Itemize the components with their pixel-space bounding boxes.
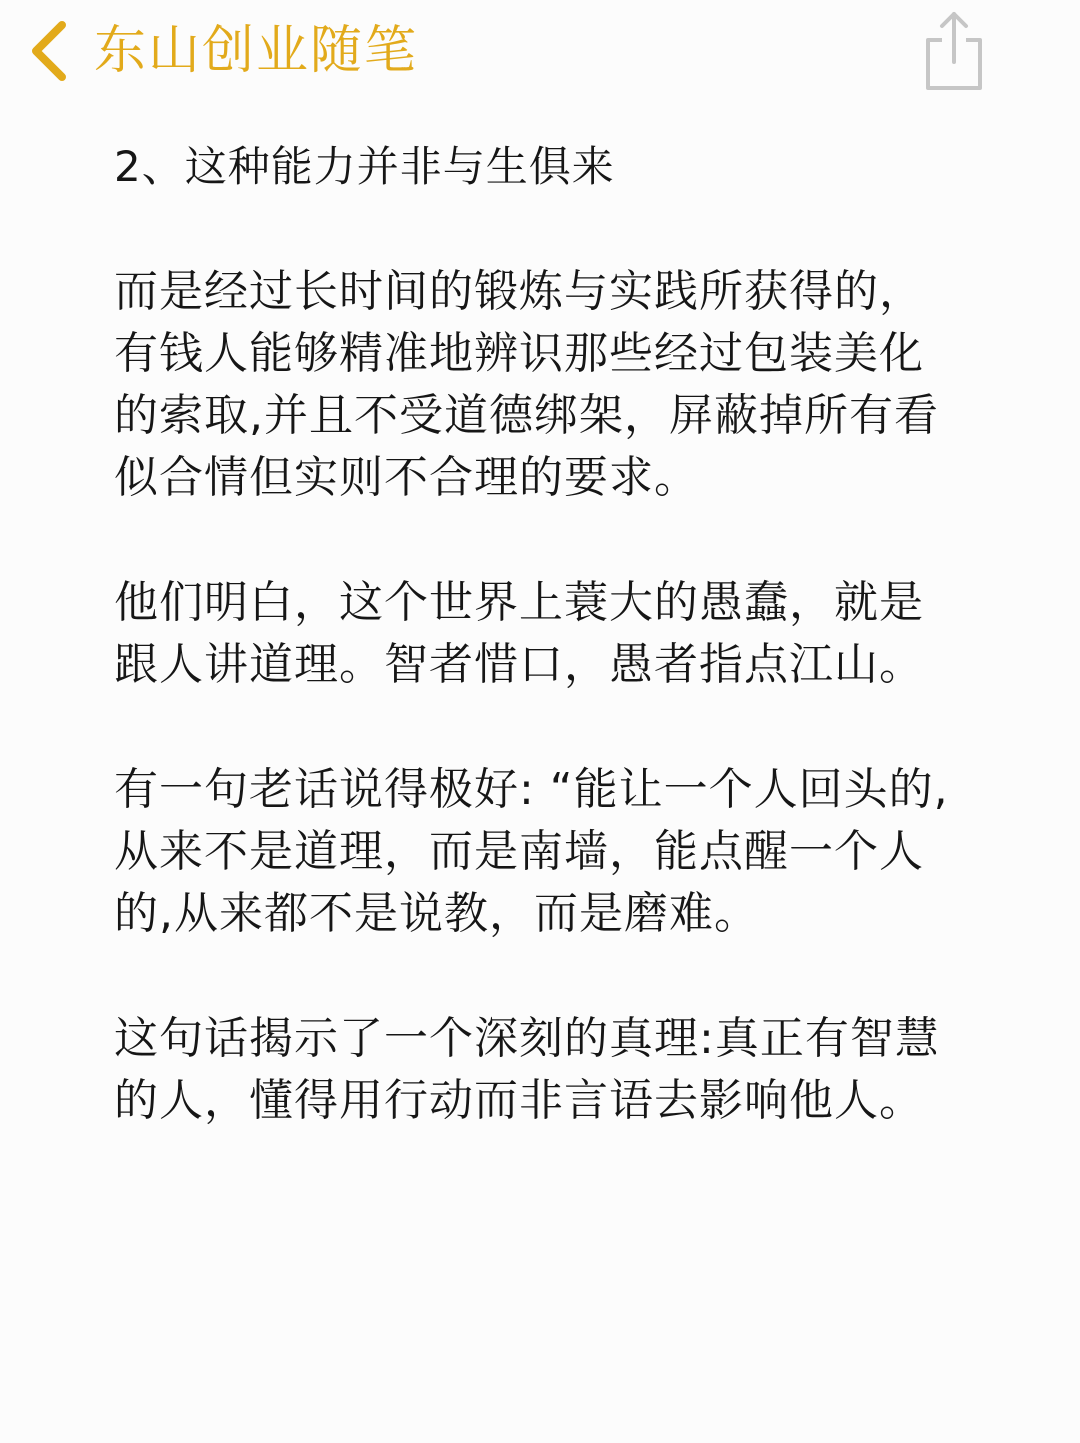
note-line: 有一句老话说得极好: “能让一个人回头的, [114, 764, 949, 815]
paragraph [114, 136, 994, 198]
navigation-bar [0, 0, 1080, 110]
note-line: 这句话揭示了一个深刻的真理:真正有智慧 [114, 1013, 940, 1064]
note-line: 跟人讲道理。智者惜口，愚者指点江山。 [114, 639, 924, 690]
note-line: 从来不是道理，而是南墙，能点醒一个人 [114, 826, 924, 877]
paragraph [114, 572, 994, 696]
back-button[interactable] [24, 14, 418, 88]
note-line: 的,从来都不是说教，而是磨难。 [114, 888, 759, 939]
note-line: 有钱人能够精准地辨识那些经过包装美化 [114, 328, 924, 379]
share-button[interactable] [918, 6, 990, 94]
note-line: 的人，懂得用行动而非言语去影响他人。 [114, 1075, 924, 1126]
note-line: 他们明白，这个世界上蓑大的愚蠢，就是 [114, 577, 924, 628]
note-line: 而是经过长时间的锻炼与实践所获得的， [114, 266, 924, 317]
page-title: 东山创业随笔 [94, 21, 419, 81]
paragraph [114, 1008, 994, 1132]
note-line: 2、这种能力并非与生俱来 [114, 142, 615, 191]
paragraph [114, 759, 994, 945]
note-line: 似合情但实则不合理的要求。 [114, 452, 699, 503]
chevron-left-icon [24, 19, 72, 83]
share-icon [918, 6, 990, 94]
paragraph [114, 261, 994, 509]
note-line: 的索取,并且不受道德绑架，屏蔽掉所有看 [114, 390, 939, 441]
note-body [114, 136, 994, 1132]
